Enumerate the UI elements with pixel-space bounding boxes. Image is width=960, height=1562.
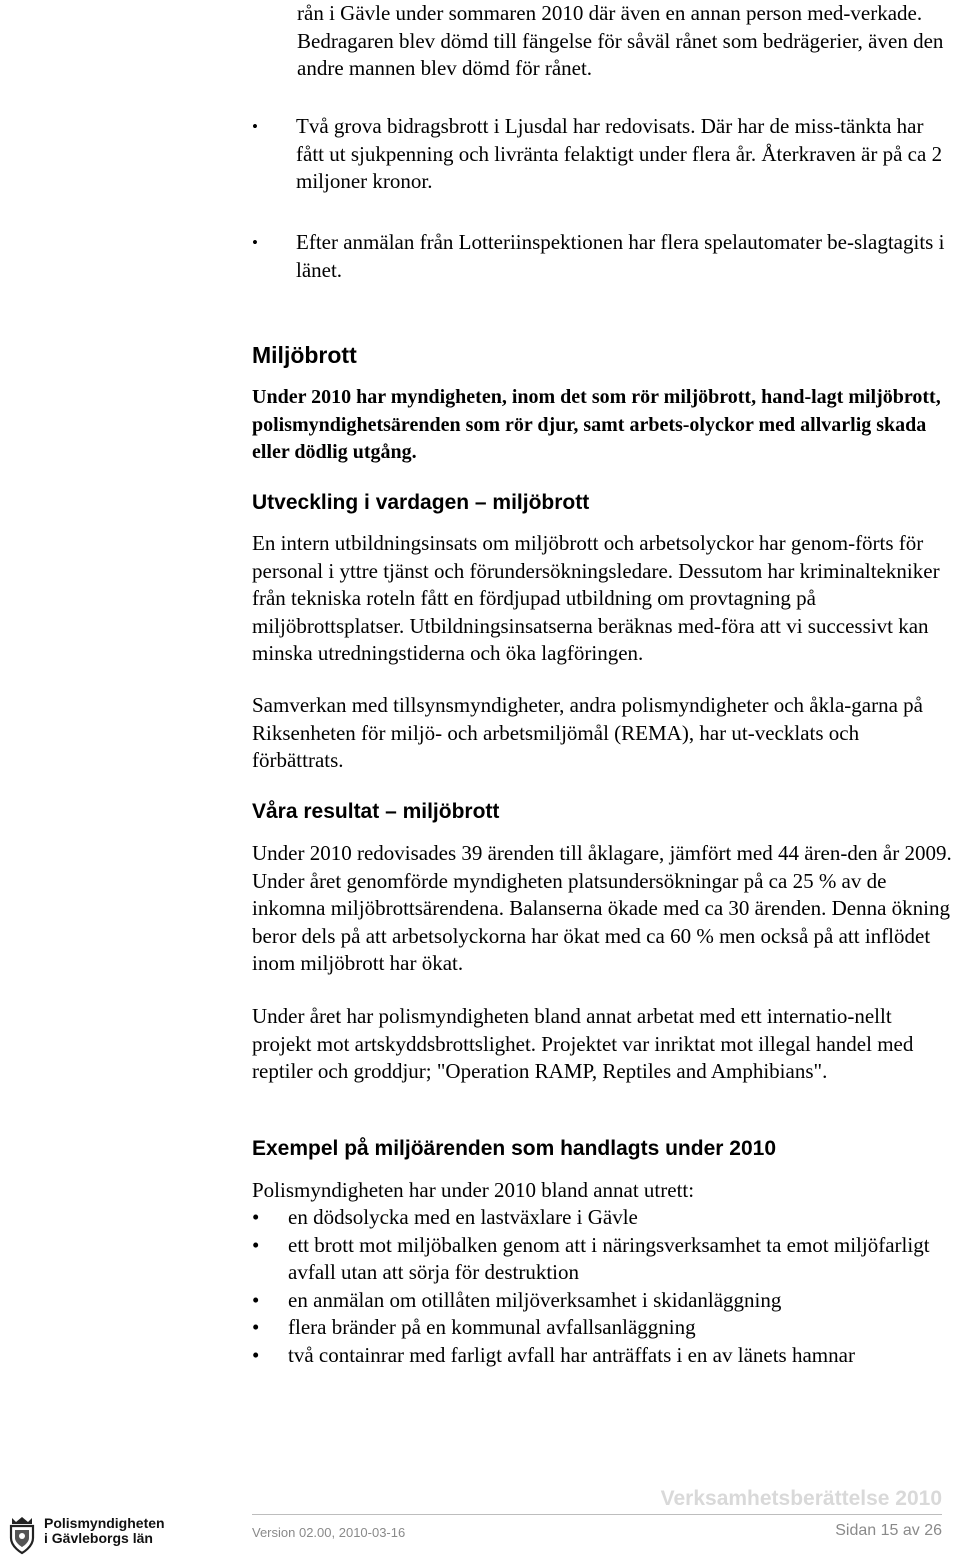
police-logo (6, 1514, 166, 1558)
bullet-icon: • (252, 1315, 260, 1339)
continuation-paragraph (297, 0, 947, 83)
version-text: Version 02.00, 2010-03-16 (252, 1525, 406, 1540)
list-item-text: två containrar med farligt avfall har anträffats i en av länets hamnar (288, 1342, 855, 1367)
list-item (252, 1287, 952, 1315)
list-item-text: flera bränder på en kommunal avfallsanläggning (288, 1315, 696, 1339)
bullet-text: Två grova bidragsbrott i Ljusdal har redovisats. Där har de miss-tänkta har fått ut sjukpenning och livränta felaktigt under flera år. Återkraven är på ca 2 miljoner kronor. (296, 114, 943, 193)
list-item (252, 1204, 952, 1232)
list-item (252, 1232, 952, 1287)
bullet-item (252, 229, 952, 284)
bullet-icon: • (252, 1342, 260, 1367)
bullet-icon: • (252, 1205, 260, 1229)
bullet-text: Efter anmälan från Lotteriinspektionen har flera spelautomater be-slagtagits i länet. (296, 230, 945, 282)
list-item-text: en dödsolycka med en lastväxlare i Gävle (288, 1205, 638, 1229)
continuation-text: rån i Gävle under sommaren 2010 där även en annan person med-verkade. Bedragaren blev dömd till fängelse för såväl rånet som bedrägerier, även den andre mannen blev dömd för rånet. (297, 1, 944, 80)
list-item-text: en anmälan om otillåten miljöverksamhet i skidanläggning (288, 1287, 782, 1312)
bullet-icon: • (252, 1232, 260, 1257)
list-item (252, 1342, 952, 1370)
paragraph: En intern utbildningsinsats om miljöbrott och arbetsolyckor har genom-förts för personal i yttre tjänst och förundersökningsledare. Dessutom har kriminaltekniker från tekniska roteln fått en fördjupad utbildning om provtagning på miljöbrottsplatser. Utbildningsinsatserna beräknas med-föra att vi successivt kan minska utredningstiderna och öka lagföringen. (252, 531, 940, 665)
paragraph: Samverkan med tillsynsmyndigheter, andra polismyndigheter och åkla-garna på Riksenheten för miljö- och arbetsmiljömål (REMA), har ut-vecklats och förbättrats. (252, 693, 923, 772)
section-heading-exempel: Exempel på miljöärenden som handlagts under 2010 (252, 1137, 776, 1160)
footer-divider (252, 1514, 942, 1515)
bullet-icon: • (252, 233, 258, 252)
logo-wordmark (44, 1516, 165, 1546)
paragraph: Under året har polismyndigheten bland annat arbetat med ett internatio-nellt projekt mot artskyddsbrottslighet. Projektet var inriktat mot illegal handel med reptiler och groddjur; "Operation RAMP, Reptiles and Amphibians". (252, 1004, 914, 1083)
section-heading-utveckling: Utveckling i vardagen – miljöbrott (252, 491, 590, 514)
police-emblem-icon (6, 1514, 38, 1556)
page-number: Sidan 15 av 26 (835, 1522, 942, 1539)
list-item (252, 1314, 952, 1342)
list-item-text: ett brott mot miljöbalken genom att i näringsverksamhet ta emot miljöfarligt avfall utan att sörja för destruktion (288, 1232, 930, 1284)
bullet-icon: • (252, 1287, 260, 1312)
lead-paragraph: Under 2010 har myndigheten, inom det som rör miljöbrott, hand-lagt miljöbrott, polismyndighetsärenden som rör djur, samt arbets-olyckor med allvarlig skada eller dödlig utgång. (252, 386, 941, 463)
paragraph: Polismyndigheten har under 2010 bland annat utrett: (252, 1178, 695, 1202)
report-title: Verksamhetsberättelse 2010 (660, 1487, 942, 1510)
example-list (252, 1204, 952, 1369)
section-heading-miljobrott: Miljöbrott (252, 342, 357, 368)
section-heading-resultat: Våra resultat – miljöbrott (252, 800, 500, 823)
paragraph: Under 2010 redovisades 39 ärenden till åklagare, jämfört med 44 ären-den år 2009. Under året genomförde myndigheten platsundersökningar på ca 25 % av de inkomna miljöbrottsärendena. Balanserna ökade med ca 30 ärenden. Denna ökning beror dels på att arbetsolyckorna har ökat med ca 60 % men också på att inflödet inom miljöbrott har ökat. (252, 841, 952, 975)
bullet-item (252, 113, 952, 196)
bullet-icon: • (252, 117, 258, 136)
logo-line-2: i Gävleborgs län (44, 1530, 153, 1546)
logo-line-1: Polismyndigheten (44, 1515, 165, 1531)
